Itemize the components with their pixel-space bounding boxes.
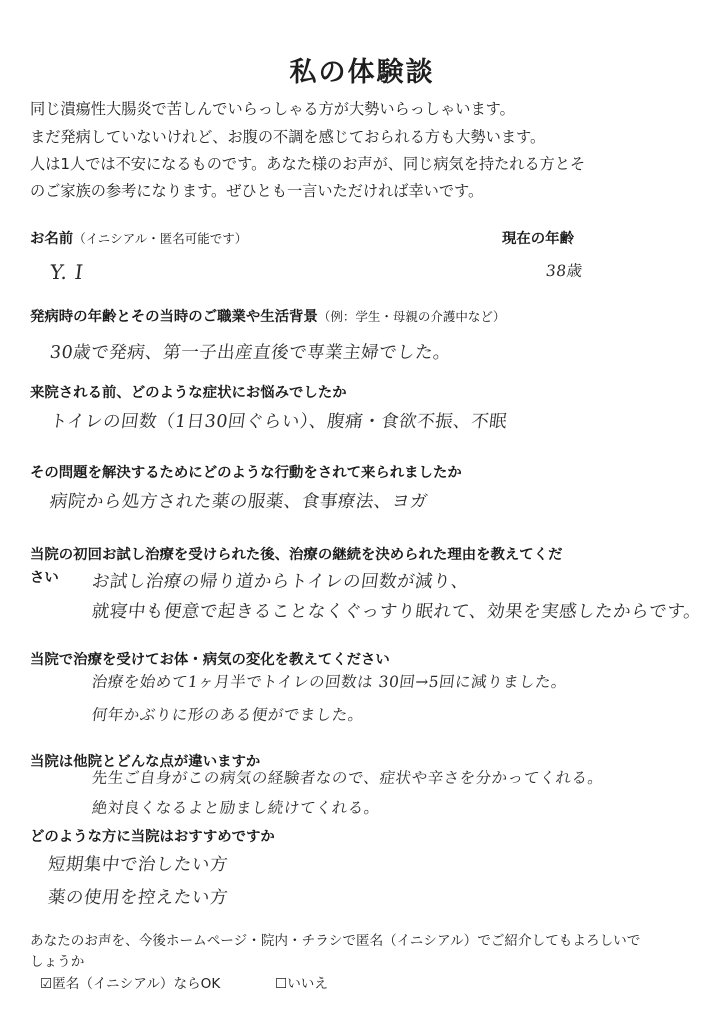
intro-line-2: まだ発病していないけれど、お腹の不調を感じておられる方も大勢います。 bbox=[30, 128, 546, 146]
consent-option-no[interactable] bbox=[275, 972, 328, 992]
symptoms-answer: トイレの回数（1日30回ぐらい）、腹痛・食欲不振、不眠 bbox=[48, 412, 509, 432]
intro-line-1: 同じ潰瘍性大腸炎で苦しんでいらっしゃる方が大勢いらっしゃいます。 bbox=[30, 100, 515, 118]
symptoms-question: 来院される前、どのような症状にお悩みでしたか bbox=[30, 385, 347, 401]
recommend-question: どのような方に当院はおすすめですか bbox=[30, 829, 275, 845]
actions-answer: 病院から処方された薬の服薬、食事療法、ヨガ bbox=[48, 492, 430, 512]
reason-question-line-1: 当院の初回お試し治療を受けられた後、治療の継続を決められた理由を教えてくだ bbox=[30, 547, 563, 563]
age-question: 現在の年齢 bbox=[502, 231, 574, 247]
changes-answer-line-1: 治療を始めて1ヶ月半でトイレの回数は 30回→5回に減りました。 bbox=[90, 673, 569, 691]
onset-answer: 30歳で発病、第一子出産直後で専業主婦でした。 bbox=[48, 343, 453, 363]
changes-answer-line-2: 何年かぶりに形のある便がでました。 bbox=[90, 706, 365, 724]
consent-question-line-1: あなたのお声を、今後ホームページ・院内・チラシで匿名（イニシアル）でご紹介してもよろしいで bbox=[30, 933, 641, 949]
name-answer: Y. I bbox=[48, 260, 85, 284]
onset-label: 発病時の年齢とその当時のご職業や生活背景 bbox=[30, 309, 318, 325]
difference-question: 当院は他院とどんな点が違いますか bbox=[30, 754, 261, 770]
consent-option-no-label: いいえ bbox=[287, 976, 328, 992]
recommend-answer-line-2: 薬の使用を控えたい方 bbox=[46, 888, 230, 908]
difference-answer-line-1: 先生ご自身がこの病気の経験者なので、症状や辛さを分かってくれる。 bbox=[90, 769, 605, 787]
checked-checkbox-icon[interactable]: ☑ bbox=[40, 976, 53, 992]
consent-option-anonymous[interactable] bbox=[40, 972, 220, 992]
consent-question-line-2: しょうか bbox=[30, 954, 85, 970]
difference-answer-line-2: 絶対良くなるよと励まし続けてくれる。 bbox=[90, 799, 381, 817]
intro-line-3: 人は1人では不安になるものです。あなた様のお声が、同じ病気を持たれる方とそ bbox=[30, 155, 586, 173]
intro-line-4: のご家族の参考になります。ぜひとも一言いただければ幸いです。 bbox=[30, 182, 484, 200]
reason-question-line-2: さい bbox=[30, 570, 59, 586]
recommend-answer-line-1: 短期集中で治したい方 bbox=[46, 855, 230, 875]
actions-question: その問題を解決するためにどのような行動をされて来られましたか bbox=[30, 465, 462, 481]
onset-sublabel: （例：学生・母親の介護中など） bbox=[317, 309, 506, 324]
unchecked-checkbox-icon[interactable]: ☐ bbox=[275, 976, 288, 992]
name-question bbox=[30, 227, 247, 248]
reason-answer-line-2: 就寝中も便意で起きることなくぐっすり眠れて、効果を実感したからです。 bbox=[90, 602, 703, 622]
changes-question: 当院で治療を受けてお体・病気の変化を教えてください bbox=[30, 652, 390, 668]
page-title: 私の体験談 bbox=[289, 57, 435, 88]
name-label: お名前 bbox=[30, 231, 74, 247]
onset-question bbox=[30, 305, 505, 326]
consent-option-anonymous-label: 匿名（イニシアル）ならOK bbox=[52, 976, 221, 992]
name-sublabel: （イニシアル・匿名可能です） bbox=[73, 231, 248, 246]
age-answer: 38歳 bbox=[544, 262, 584, 280]
reason-answer-line-1: お試し治療の帰り道からトイレの回数が減り、 bbox=[90, 572, 471, 592]
